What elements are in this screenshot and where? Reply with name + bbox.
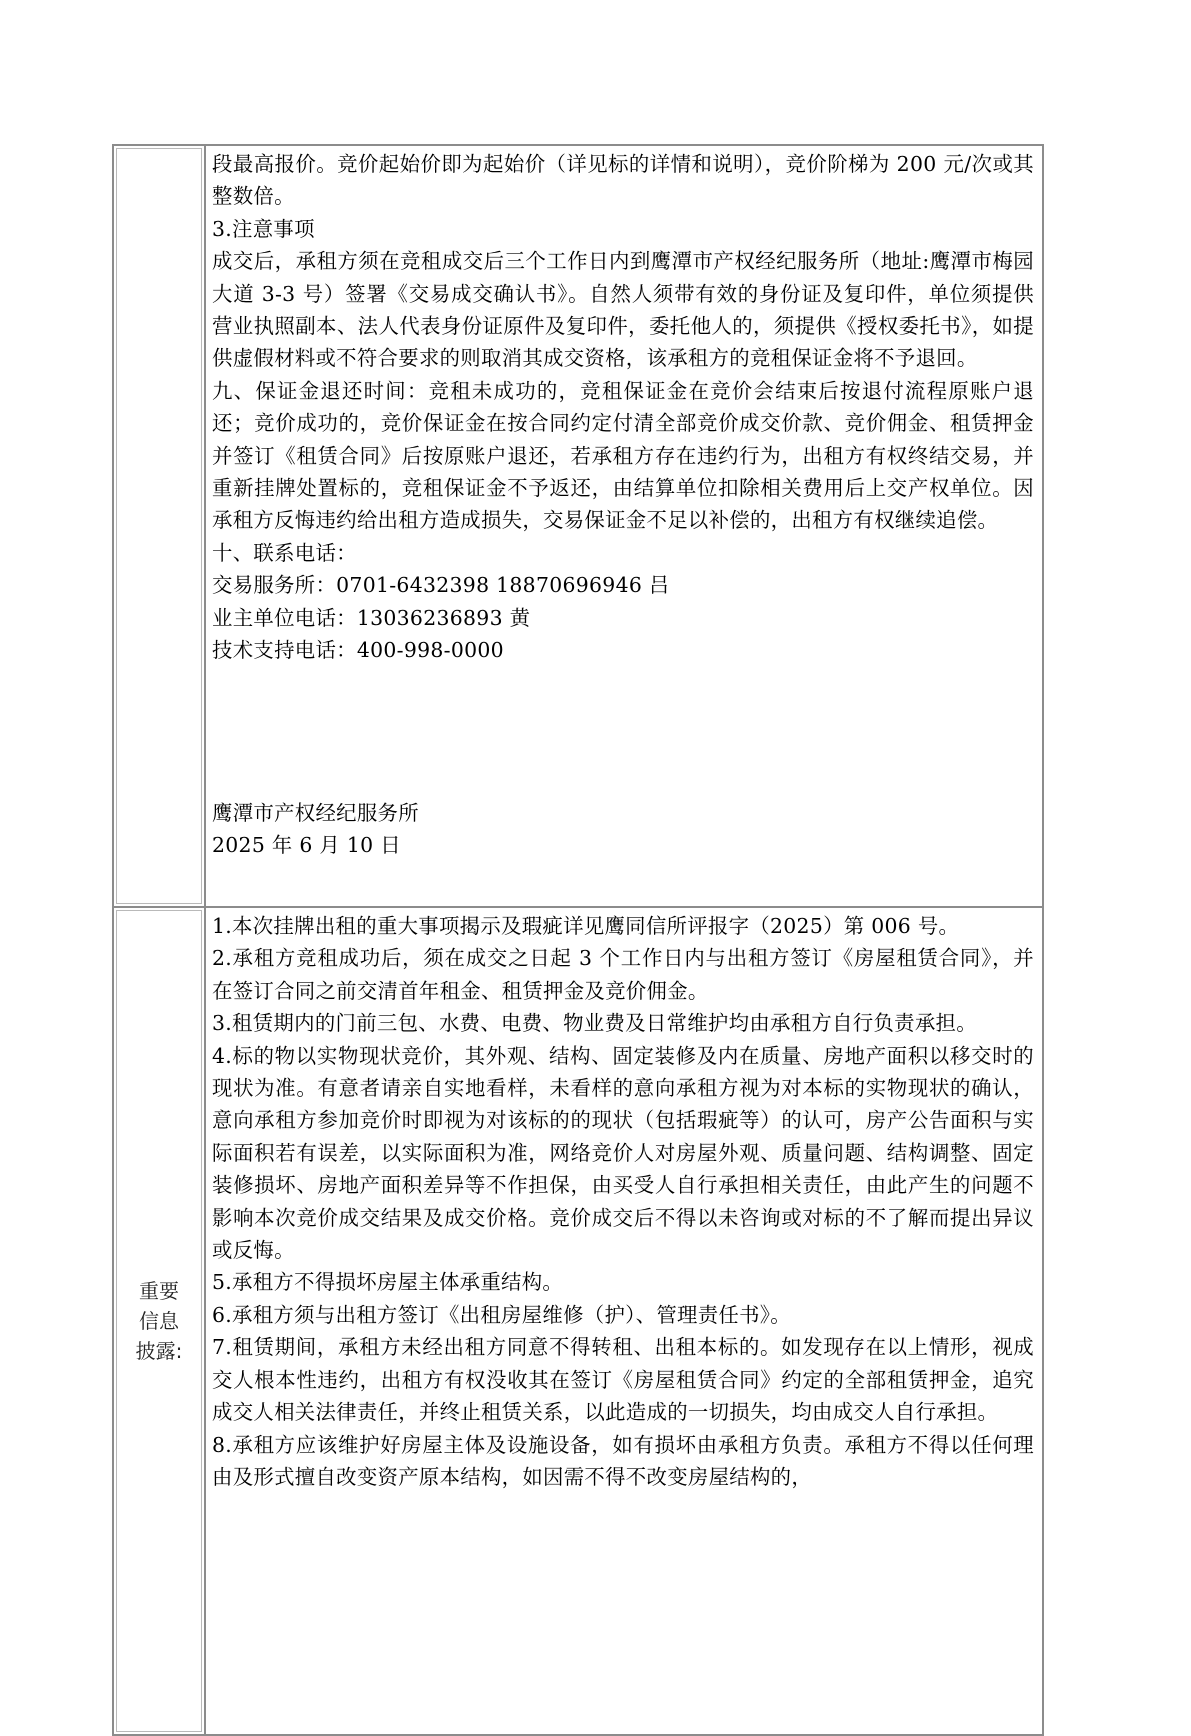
table-row-disclosure: [114, 906, 1042, 1734]
disclosure-item: 2.承租方竞租成功后，须在成交之日起 3 个工作日内与出租方签订《房屋租赁合同》，并在签订合同之前交清首年租金、租赁押金及竞价佣金。: [212, 946, 1034, 1003]
heading-notes: 3.注意事项: [212, 216, 315, 241]
disclosure-content-cell: [206, 908, 1042, 1734]
disclosure-item: 8.承租方应该维护好房屋主体及设施设备，如有损坏由承租方负责。承租方不得以任何理由及形式擅自改变资产原本结构，如因需不得不改变房屋结构的，: [212, 1432, 1034, 1489]
signature-org: 鹰潭市产权经纪服务所: [212, 800, 419, 825]
paragraph-post-deal: 成交后，承租方须在竞租成交后三个工作日内到鹰潭市产权经纪服务所（地址:鹰潭市梅园大道 3-3 号）签署《交易成交确认书》。自然人须带有效的身份证及复印件，单位须提供营业执照副本、法人代表身份证原件及复印件，委托他人的，须提供《授权委托书》，如提供虚假材料或不符合要求的则取消其成交资格，该承租方的竞租保证金将不予退回。: [212, 249, 1034, 371]
info-table: [112, 144, 1044, 1736]
disclosure-label-cell: [114, 908, 206, 1734]
row-label-cell-empty: [114, 146, 206, 906]
disclosure-item: 1.本次挂牌出租的重大事项揭示及瑕疵详见鹰同信所评报字（2025）第 006 号。: [212, 914, 960, 938]
disclosure-item: 6.承租方须与出租方签订《出租房屋维修（护）、管理责任书》。: [212, 1302, 791, 1327]
disclosure-item: 7.租赁期间，承租方未经出租方同意不得转租、出租本标的。如发现存在以上情形，视成交人根本性违约，出租方有权没收其在签订《房屋租赁合同》约定的全部租赁押金，追究成交人相关法律责任，并终止租赁关系，以此造成的一切损失，均由成交人自行承担。: [212, 1335, 1034, 1425]
paragraph-price-step: 段最高报价。竞价起始价即为起始价（详见标的详情和说明），竞价阶梯为 200 元/次或其整数倍。: [212, 152, 1034, 209]
table-row-announcement: [114, 146, 1042, 906]
disclosure-item: 5.承租方不得损坏房屋主体承重结构。: [212, 1270, 564, 1295]
contact-owner-unit: 业主单位电话：13036236893 黄: [212, 605, 531, 630]
disclosure-label: 重要 信息 披露:: [135, 1279, 183, 1363]
disclosure-item: 4.标的物以实物现状竞价，其外观、结构、固定装修及内在质量、房地产面积以移交时的现状为准。有意者请亲自实地看样，未看样的意向承租方视为对本标的实物现状的确认，意向承租方参加竞价时即视为对该标的的现状（包括瑕疵等）的认可，房产公告面积与实际面积若有误差，以实际面积为准，网络竞价人对房屋外观、质量问题、结构调整、固定装修损坏、房地产面积差异等不作担保，由买受人自行承担相关责任，由此产生的问题不影响本次竞价成交结果及成交价格。竞价成交后不得以未咨询或对标的不了解而提出异议或反悔。: [212, 1043, 1034, 1263]
announcement-content-cell: [206, 146, 1042, 906]
paragraph-deposit-refund: 九、保证金退还时间：竞租未成功的，竞租保证金在竞价会结束后按退付流程原账户退还；竞价成功的，竞价保证金在按合同约定付清全部竞价成交价款、竞价佣金、租赁押金并签订《租赁合同》后按原账户退还，若承租方存在违约行为，出租方有权终结交易，并重新挂牌处置标的，竞租保证金不予返还，由结算单位扣除相关费用后上交产权单位。因承租方反悔违约给出租方造成损失，交易保证金不足以补偿的，出租方有权继续追偿。: [212, 378, 1034, 533]
signature-date: 2025 年 6 月 10 日: [212, 832, 401, 857]
contact-service-office: 交易服务所：0701-6432398 18870696946 吕: [212, 573, 670, 598]
heading-contact: 十、联系电话：: [212, 540, 357, 565]
contact-tech-support: 技术支持电话：400-998-0000: [212, 638, 504, 663]
disclosure-item: 3.租赁期内的门前三包、水费、电费、物业费及日常维护均由承租方自行负责承担。: [212, 1011, 977, 1036]
